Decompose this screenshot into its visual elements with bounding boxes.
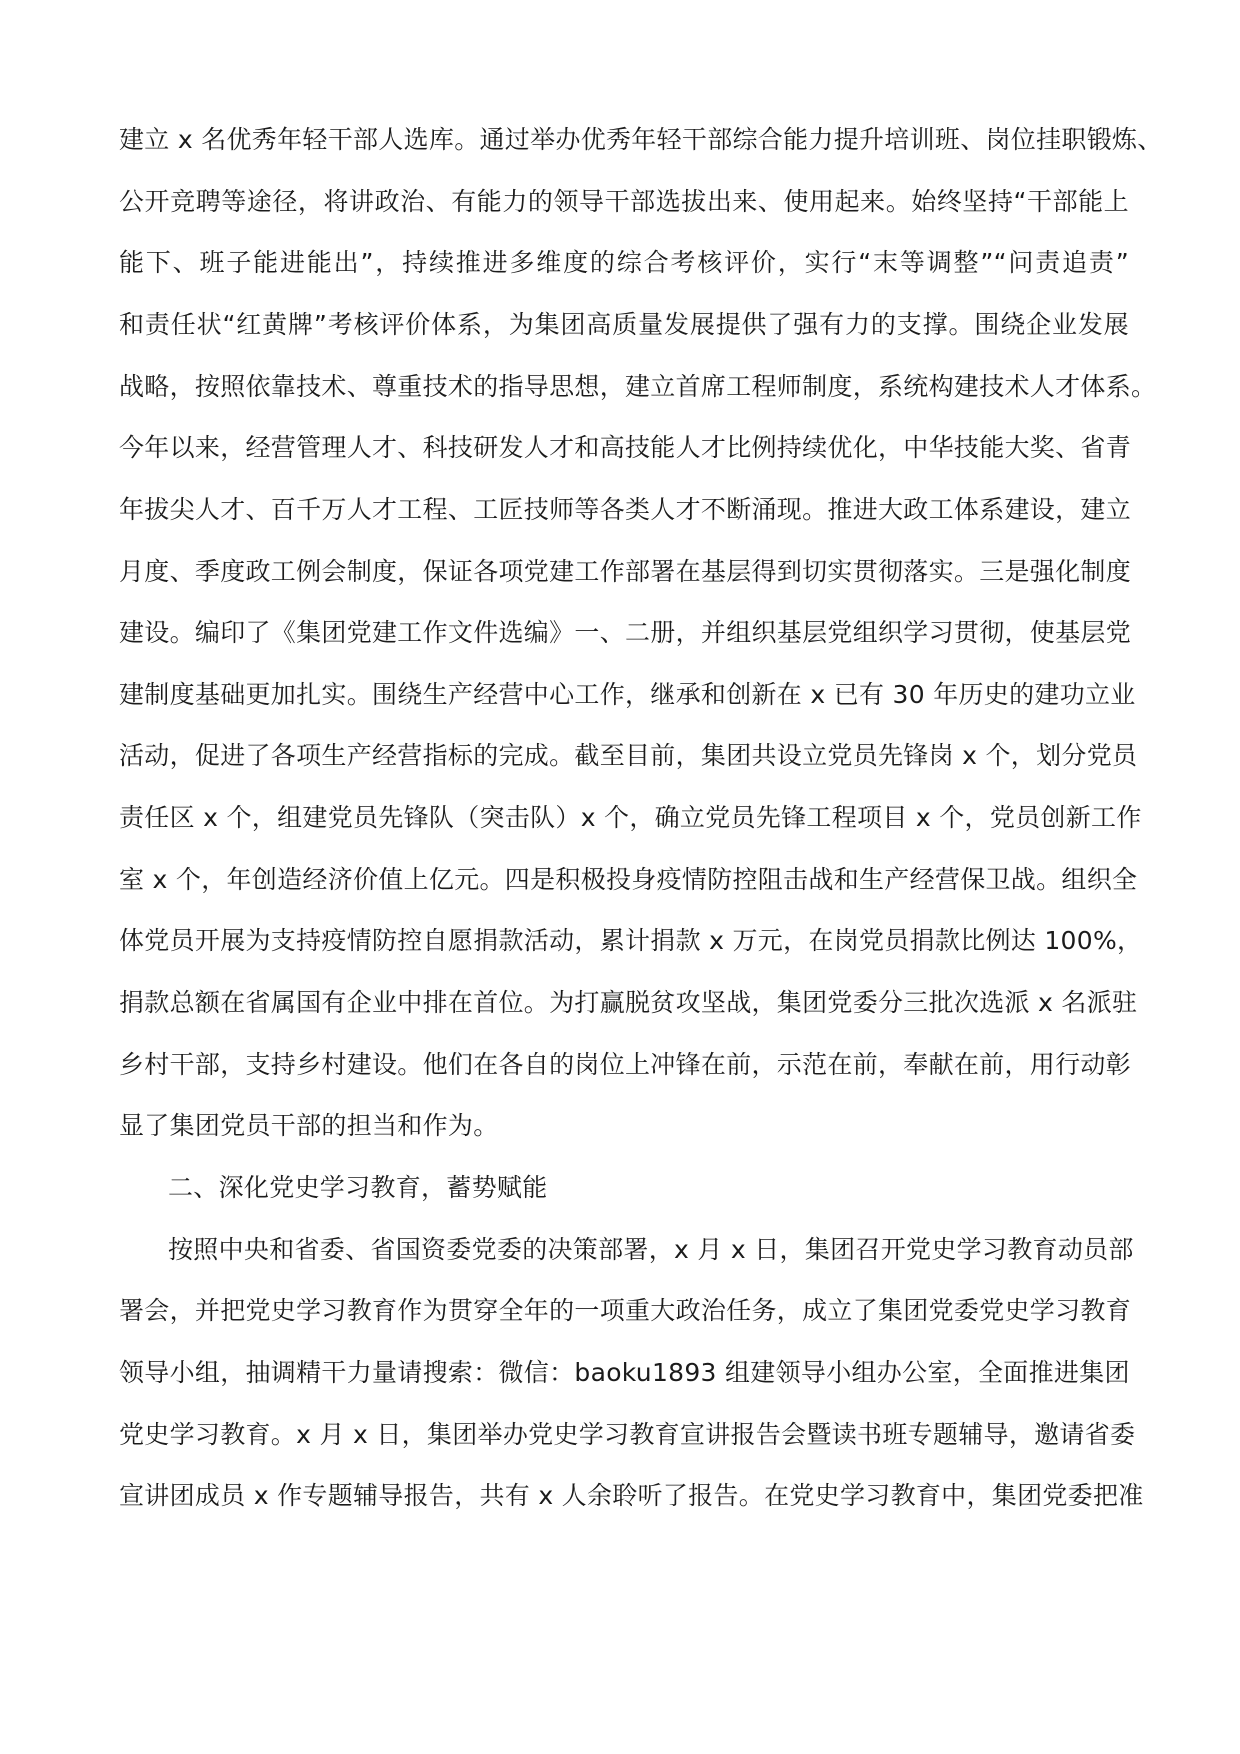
- paragraph-line: 公开竞聘等途径，将讲政治、有能力的领导干部选拔出来、使用起来。始终坚持“干部能上: [119, 187, 1129, 216]
- paragraph-line: 建制度基础更加扎实。围绕生产经营中心工作，继承和创新在 x 已有 30 年历史的建功立业: [119, 680, 1136, 709]
- paragraph-line: 年拔尖人才、百千万人才工程、工匠技师等各类人才不断涌现。推进大政工体系建设，建立: [119, 495, 1132, 524]
- paragraph-line: 宣讲团成员 x 作专题辅导报告，共有 x 人余聆听了报告。在党史学习教育中，集团党委把准: [119, 1481, 1144, 1510]
- paragraph-line: 党史学习教育。x 月 x 日，集团举办党史学习教育宣讲报告会暨读书班专题辅导，邀请省委: [119, 1420, 1136, 1449]
- paragraph-line: 战略，按照依靠技术、尊重技术的指导思想，建立首席工程师制度，系统构建技术人才体系。: [119, 372, 1157, 401]
- paragraph-line: 和责任状“红黄牌”考核评价体系，为集团高质量发展提供了强有力的支撑。围绕企业发展: [119, 310, 1129, 339]
- paragraph-line: 室 x 个，年创造经济价值上亿元。四是积极投身疫情防控阻击战和生产经营保卫战。组织全: [119, 865, 1138, 894]
- paragraph-line: 捐款总额在省属国有企业中排在首位。为打赢脱贫攻坚战，集团党委分三批次选派 x 名派驻: [119, 988, 1138, 1017]
- paragraph-line: 显了集团党员干部的担当和作为。: [119, 1111, 499, 1140]
- paragraph-line: 署会，并把党史学习教育作为贯穿全年的一项重大政治任务，成立了集团党委党史学习教育: [119, 1296, 1132, 1325]
- paragraph-line: 今年以来，经营管理人才、科技研发人才和高技能人才比例持续优化，中华技能大奖、省青: [119, 433, 1132, 462]
- paragraph-line: 责任区 x 个，组建党员先锋队（突击队）x 个，确立党员先锋工程项目 x 个，党员创新工作: [119, 803, 1142, 832]
- paragraph-line: 建立 x 名优秀年轻干部人选库。通过举办优秀年轻干部综合能力提升培训班、岗位挂职锻炼、: [119, 125, 1163, 154]
- paragraph-line: 建设。编印了《集团党建工作文件选编》一、二册，并组织基层党组织学习贯彻，使基层党: [119, 618, 1132, 647]
- paragraph-line: 乡村干部，支持乡村建设。他们在各自的岗位上冲锋在前，示范在前，奉献在前，用行动彰: [119, 1050, 1132, 1079]
- paragraph-line: 领导小组，抽调精干力量请搜索：微信：baoku1893 组建领导小组办公室，全面推进集团: [119, 1358, 1130, 1387]
- section-heading: 二、深化党史学习教育，蓄势赋能: [168, 1173, 548, 1202]
- paragraph-line: 按照中央和省委、省国资委党委的决策部署，x 月 x 日，集团召开党史学习教育动员部: [168, 1235, 1134, 1264]
- paragraph-line: 月度、季度政工例会制度，保证各项党建工作部署在基层得到切实贯彻落实。三是强化制度: [119, 557, 1132, 586]
- paragraph-line: 体党员开展为支持疫情防控自愿捐款活动，累计捐款 x 万元，在岗党员捐款比例达 100%，: [119, 926, 1143, 955]
- paragraph-line: 活动，促进了各项生产经营指标的完成。截至目前，集团共设立党员先锋岗 x 个，划分党员: [119, 741, 1138, 770]
- paragraph-line: 能下、班子能进能出”，持续推进多维度的综合考核评价，实行“末等调整”“问责追责”: [119, 248, 1129, 277]
